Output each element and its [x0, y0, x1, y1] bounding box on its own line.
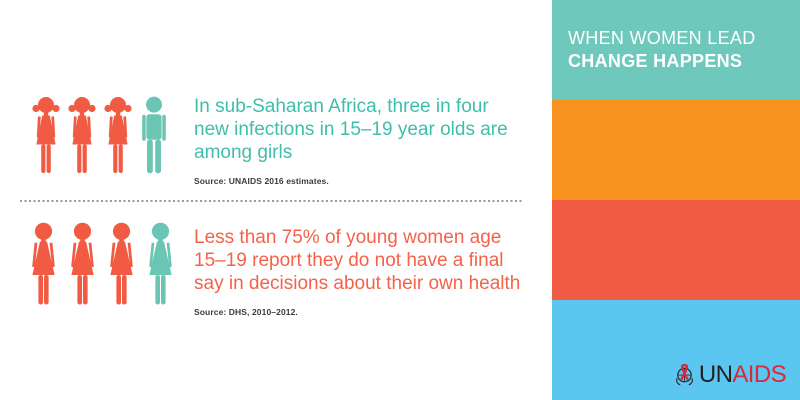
band-orange: [552, 100, 800, 200]
dotted-divider: [20, 200, 522, 202]
woman-icon: [66, 222, 99, 306]
boy-icon: [139, 96, 169, 174]
pictogram-row-girls: [31, 96, 169, 174]
page-title: [552, 0, 800, 73]
woman-icon: [144, 222, 177, 306]
un-emblem-ribbon-icon: [672, 363, 697, 388]
pictogram-row-women: [27, 222, 177, 306]
woman-icon: [105, 222, 138, 306]
statement-line: say in decisions about their own health: [194, 273, 521, 294]
band-coral: [552, 200, 800, 300]
girl-icon: [103, 96, 133, 174]
statement-line: new infections in 15–19 year olds are: [194, 119, 508, 140]
girl-icon: [31, 96, 61, 174]
statement-line: In sub-Saharan Africa, three in four: [194, 96, 489, 117]
band-teal: [552, 0, 800, 100]
logo-text-aids: AIDS: [732, 361, 786, 388]
band-blue: [552, 300, 800, 400]
sidebar: [552, 0, 800, 400]
title-line-2: CHANGE HAPPENS: [568, 51, 743, 71]
source-note-top: Source: UNAIDS 2016 estimates.: [194, 176, 329, 186]
logo-text-un: UN: [698, 361, 733, 388]
statement-line: 15–19 report they do not have a final: [194, 250, 504, 271]
unaids-logo: [672, 360, 786, 390]
girl-icon: [67, 96, 97, 174]
statement-top: [194, 95, 508, 193]
woman-icon: [27, 222, 60, 306]
statement-bottom: [194, 226, 520, 324]
title-line-1: WHEN WOMEN LEAD: [568, 28, 756, 48]
source-note-bottom: Source: DHS, 2010–2012.: [194, 307, 298, 317]
statement-line: among girls: [194, 142, 293, 163]
statement-line: Less than 75% of young women age: [194, 227, 502, 248]
